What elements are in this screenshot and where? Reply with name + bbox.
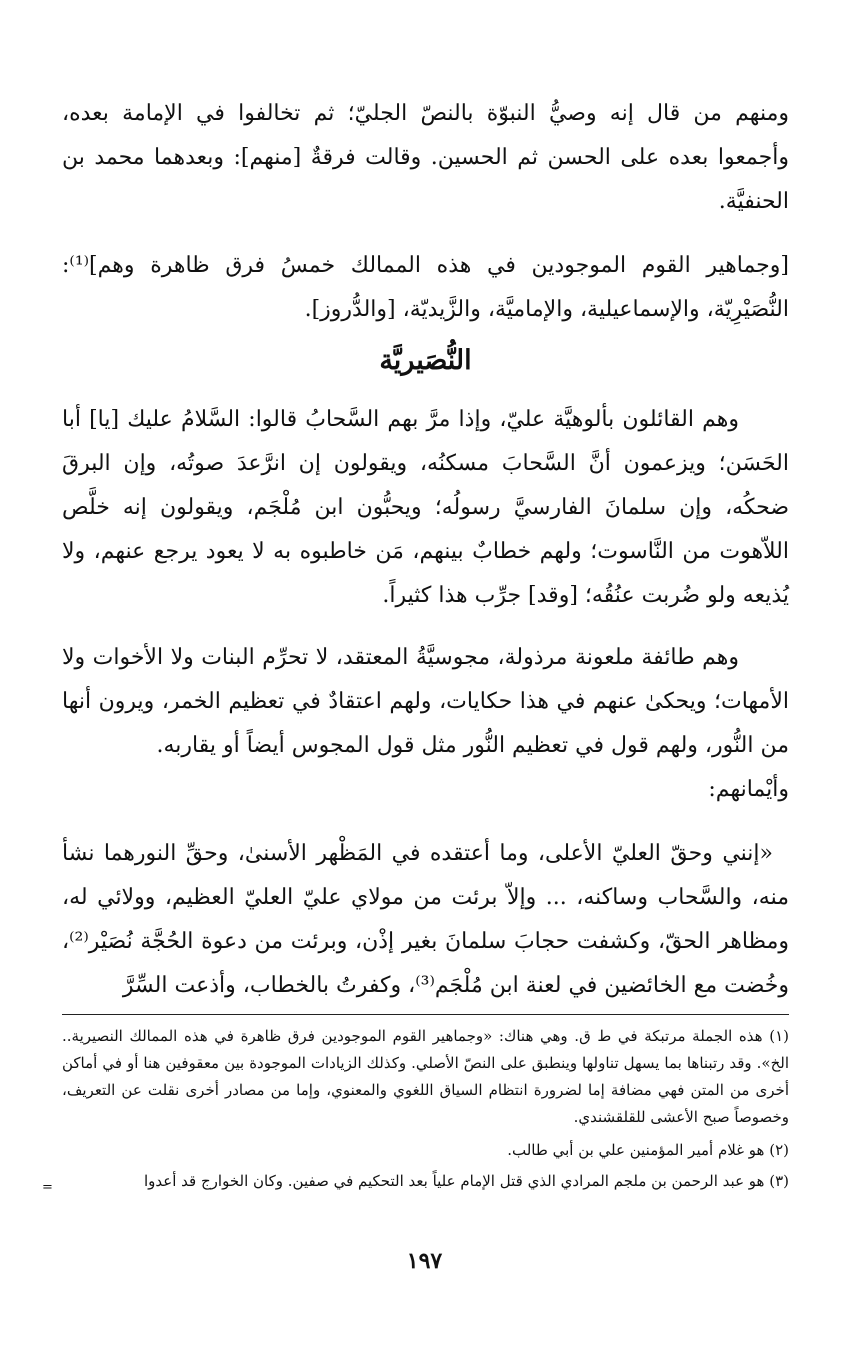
paragraph-3: وهم القائلون بألوهيَّة عليّ، وإذا مرَّ بهم السَّحابُ قالوا: السَّلامُ عليك [يا] أبا الحَسَن؛ ويزعمون أنَّ السَّحابَ مسكنُه، ويقولون إن انرَّعدَ صوتُه، وإن البرقَ ضحكُه، وإن سلمانَ الفارسيَّ رسولُه؛ ويحبُّون ابن مُلْجَم، ويقولون إنه خلَّص اللاّهوت من النَّاسوت؛ ولهم خطابٌ بينهم، مَن خاطبوه به لا يعود يرجع عنهم، ولا يُذيعه ولو ضُربت عنُقُه؛ [وقد] جرِّب هذا كثيراً. — [62, 407, 789, 608]
footnote-divider — [62, 1014, 789, 1015]
footnote-3-text: (٣) هو عبد الرحمن بن ملجم المرادي الذي قتل الإمام علياً بعد التحكيم في صفين. وكان الخوارج قد أعدوا — [144, 1172, 789, 1190]
section-heading: النُّصَيريَّة — [379, 345, 472, 376]
footnotes — [42, 1023, 789, 1195]
main-text — [62, 92, 789, 1008]
continuation-mark: = — [42, 1180, 53, 1195]
paragraph-2: [وجماهير القوم الموجودين في هذه الممالك خمسُ فرق ظاهرة وهم]⁽¹⁾: النُّصَيْرِيّة، والإسماعيلية، والإماميَّة، والزَّيديّة، [والدُّروز]. — [62, 253, 789, 322]
paragraph-4: وهم طائفة ملعونة مرذولة، مجوسيَّةُ المعتقد، لا تحرِّم البنات ولا الأخوات ولا الأمهات؛ ويحكىٰ عنهم في هذا حكايات، ولهم اعتقادٌ في تعظيم الخمر، ويرون أنها من النُّور، ولهم قول في تعظيم النُّور مثل قول المجوس أيضاً أو يقاربه. — [62, 645, 789, 758]
footnote-2: (٢) هو غلام أمير المؤمنين علي بن أبي طالب. — [507, 1141, 789, 1159]
paragraph-6: «إنني وحقّ العليّ الأعلى، وما أعتقده في المَظْهر الأسنىٰ، وحقِّ النورهما نشأ منه، والسَّحاب وساكنه، ... وإلاّ برئت من مولاي عليّ العليّ العظيم، وولائي له، ومظاهر الحقّ، وكشفت حجابَ سلمانَ بغير إذْن، وبرئت من دعوة الحُجَّة نُصَيْر⁽²⁾، وخُضت مع الخائضين في لعنة ابن مُلْجَم⁽³⁾، وكفرتُ بالخطاب، وأذعت السِّرَّ — [62, 841, 789, 998]
paragraph-5: وأيْمانهم: — [708, 777, 789, 802]
footnote-3 — [42, 1168, 789, 1195]
footnote-1: (١) هذه الجملة مرتبكة في ط ق. وهي هناك: «وجماهير القوم الموجودين فرق ظاهرة في هذه الممالك النصيرية.. الخ». وقد رتبناها بما يسهل تناولها وينطبق على النصّ الأصلي. وكذلك الزيادات الموجودة بين معقوفين هنا أو في أماكن أخرى من المتن فهي مضافة إما لضرورة انتظام السياق اللغوي والمعنوي، وإما من مصادر أخرى نقلت عن التعريف، وخصوصاً صبح الأعشى للقلقشندي. — [62, 1027, 789, 1126]
paragraph-1: ومنهم من قال إنه وصيُّ النبوّة بالنصّ الجليّ؛ ثم تخالفوا في الإمامة بعده، وأجمعوا بعده على الحسن ثم الحسين. وقالت فرقةٌ [منهم]: وبعدهما محمد بن الحنفيَّة. — [62, 101, 789, 214]
page-number: ١٩٧ — [406, 1248, 443, 1274]
